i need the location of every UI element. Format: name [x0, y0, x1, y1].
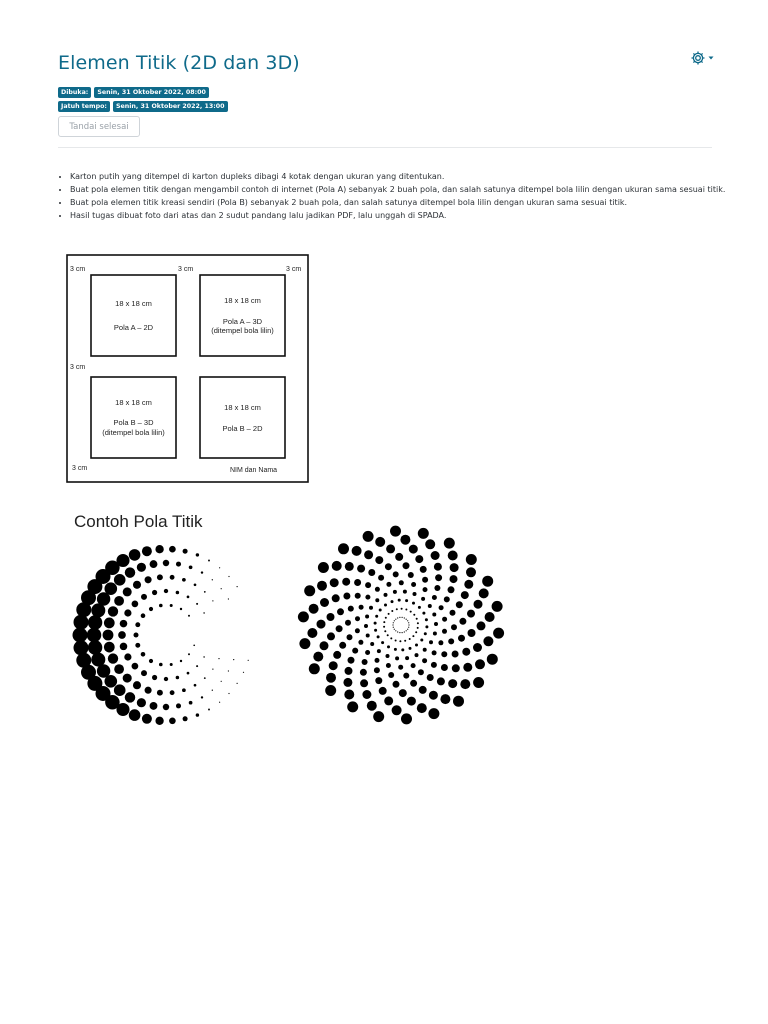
box-label: Pola B – 3D [113, 418, 154, 427]
box-size: 18 x 18 cm [115, 398, 152, 407]
diagram-frame [67, 255, 308, 482]
instruction-item: • Buat pola elemen titik kreasi sendiri (Pola B) sebanyak 2 buah pola, dan salah satunya ditempel bola lilin dengan ukuran sama sesuai titik. [70, 196, 730, 209]
margin-label: 3 cm [286, 266, 302, 273]
example-title: Contoh Pola Titik [74, 512, 203, 531]
margin-label: 3 cm [70, 364, 86, 371]
box-label: Pola A – 3D [222, 317, 263, 326]
gear-icon [690, 50, 706, 66]
caret-down-icon [708, 55, 714, 61]
box-note: (ditempel bola lilin) [211, 326, 274, 335]
due-label: Jatuh tempo: [58, 101, 110, 112]
dot-pattern-b [298, 526, 504, 725]
box-size: 18 x 18 cm [115, 299, 152, 308]
box-size: 18 x 18 cm [224, 403, 261, 412]
margin-label: 3 cm [178, 266, 194, 273]
margin-label: 3 cm [72, 465, 88, 472]
layout-diagram [66, 254, 310, 484]
settings-menu[interactable] [690, 48, 718, 68]
opened-date-row [58, 87, 228, 98]
instruction-item: • Karton putih yang ditempel di karton dupleks dibagi 4 kotak dengan ukuran yang ditentukan. [70, 170, 730, 183]
margin-label: 3 cm [70, 266, 86, 273]
due-date-row [58, 101, 228, 112]
box-note: (ditempel bola lilin) [102, 428, 165, 437]
opened-label: Dibuka: [58, 87, 91, 98]
instruction-list [58, 170, 730, 222]
instruction-item: • Hasil tugas dibuat foto dari atas dan 2 sudut pandang lalu jadikan PDF, lalu unggah di SPADA. [70, 209, 730, 222]
diagram-footer: NIM dan Nama [230, 467, 278, 474]
activity-dates [58, 87, 228, 115]
opened-value: Senin, 31 Oktober 2022, 08:00 [94, 87, 209, 98]
box-size: 18 x 18 cm [224, 296, 261, 305]
dot-pattern-a [73, 545, 249, 725]
due-value: Senin, 31 Oktober 2022, 13:00 [113, 101, 228, 112]
divider [58, 147, 712, 148]
example-dot-patterns [66, 505, 516, 735]
page-title: Elemen Titik (2D dan 3D) [58, 52, 300, 74]
mark-done-button[interactable]: Tandai selesai [58, 116, 140, 137]
box-label: Pola B – 2D [222, 424, 263, 433]
instruction-item: • Buat pola elemen titik dengan mengambil contoh di internet (Pola A) sebanyak 2 buah pola, dan salah satunya ditempel bola lilin dengan ukuran sama sesuai titik. [70, 183, 730, 196]
box-label: Pola A – 2D [113, 323, 154, 332]
